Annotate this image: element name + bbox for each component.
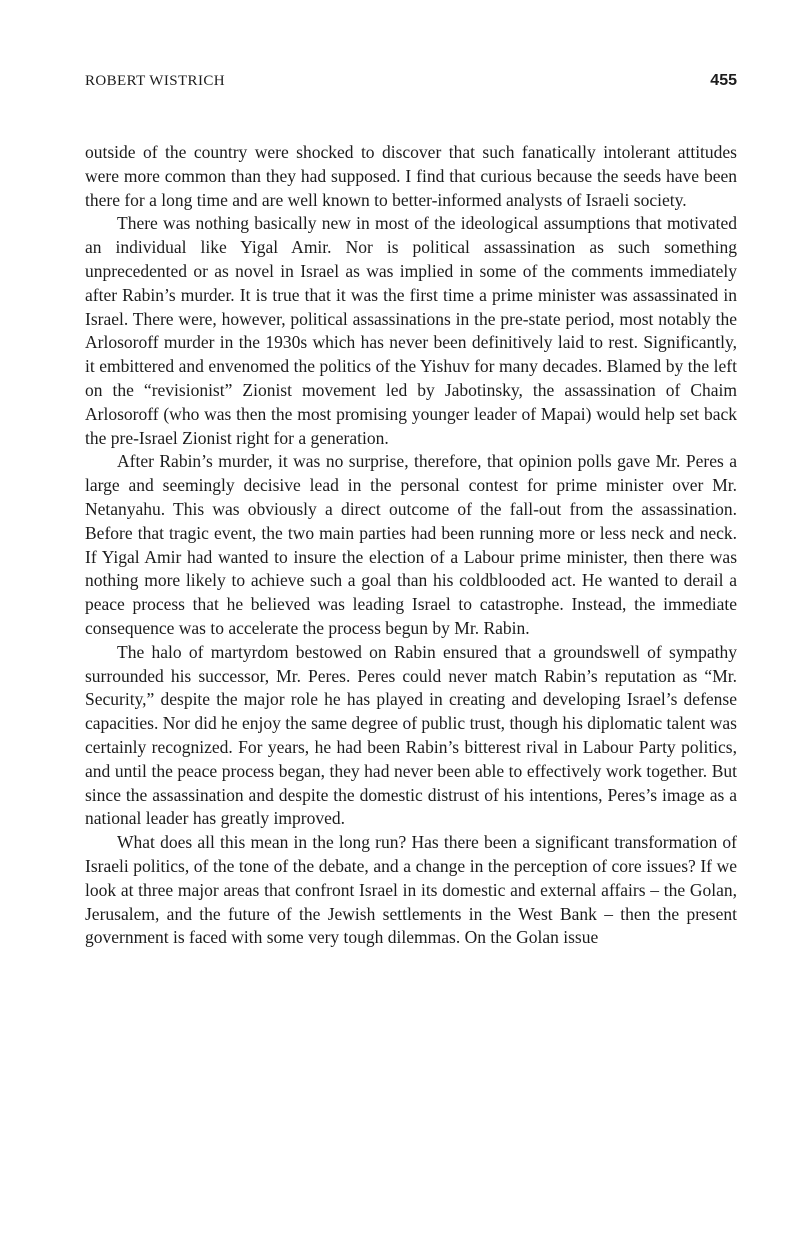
paragraph-1: outside of the country were shocked to discover that such fanatically intolerant attitudes were more common than they had supposed. I find that curious because the seeds have been there for a long time and are well known to better-informed analysts of Israeli society. bbox=[85, 142, 737, 210]
running-header bbox=[85, 70, 737, 94]
paragraph-4: The halo of martyrdom bestowed on Rabin ensured that a groundswell of sympathy surrounded his successor, Mr. Peres. Peres could never match Rabin’s reputation as “Mr. Security,” despite the major role he has played in creating and developing Israel’s defense capacities. Nor did he enjoy the same degree of public trust, though his diplomatic talent was certainly recognized. For years, he had been Rabin’s bitterest rival in Labour Party politics, and until the peace process began, they had never been able to effectively work together. But since the assassination and despite the domestic distrust of his intentions, Peres’s image as a national leader has greatly improved. bbox=[85, 641, 737, 829]
running-head-author: ROBERT WISTRICH bbox=[85, 73, 225, 89]
paragraph-5: What does all this mean in the long run? Has there been a significant transformation of Israeli politics, of the tone of the debate, and a change in the perception of core issues? If we look at three major areas that confront Israel in its domestic and external affairs – the Golan, Jerusalem, and the future of the Jewish settlements in the West Bank – then the present government is faced with some very tough dilemmas. On the Golan issue bbox=[85, 832, 737, 948]
page-number: 455 bbox=[710, 72, 737, 89]
paragraph-2: There was nothing basically new in most of the ideological assumptions that motivated an individual like Yigal Amir. Nor is political assassination as such something unprecedented or as novel in Israel as was implied in some of the comments immediately after Rabin’s murder. It is true that it was the first time a prime minister was assassinated in Israel. There were, however, political assassinations in the pre-state period, most notably the Arlosoroff murder in the 1930s which has never been definitively laid to rest. Significantly, it embittered and envenomed the politics of the Yishuv for many decades. Blamed by the left on the “revisionist” Zionist movement led by Jabotinsky, the assassination of Chaim Arlosoroff (who was then the most promising younger leader of Mapai) would help set back the pre-Israel Zionist right for a generation. bbox=[85, 213, 737, 448]
paragraph-3: After Rabin’s murder, it was no surprise, therefore, that opinion polls gave Mr. Peres a large and seemingly decisive lead in the personal contest for prime minister over Mr. Netanyahu. This was obviously a direct outcome of the fall-out from the assassination. Before that tragic event, the two main parties had been running more or less neck and neck. If Yigal Amir had wanted to insure the election of a Labour prime minister, then there was nothing more likely to achieve such a goal than his coldblooded act. He wanted to derail a peace process that he believed was leading Israel to catastrophe. Instead, the immediate consequence was to accelerate the process begun by Mr. Rabin. bbox=[85, 451, 737, 638]
body-text bbox=[85, 141, 737, 950]
